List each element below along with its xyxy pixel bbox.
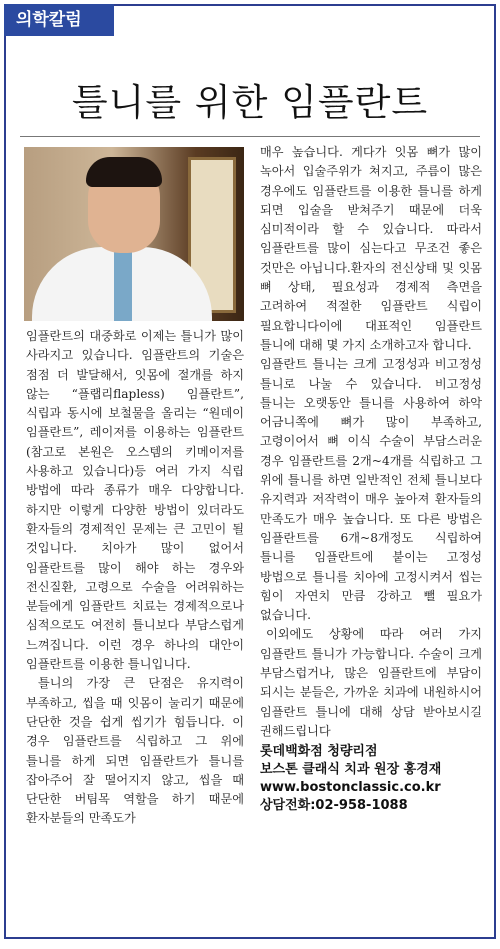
signature-website: www.bostonclassic.co.kr xyxy=(260,780,441,796)
body-paragraph: 임플란트의 대중화로 이제는 틀니가 많이 사라지고 있습니다. 임플란트의 기술은 점점 더 발달해서, 잇몸에 절개를 하지 않는 “플랩리flapless) 임플란트”, 식립과 동시에 보철물을 올리는 “원데이 임플란트”, 레이저를 이용하는 임플란트(참고로 본원은 오스템의 키메이저를 사용하고 있습니다)등 여러 가지 식립 방법에 따라 종류가 매우 다양합니다. 하지만 이렇게 다양한 방법이 있더라도 환자들의 경제적인 문제는 큰 고민이 될 것입니다. 치아가 많이 없어서 임플란트를 많이 해야 하는 경우와 전신질환, 고령으로 수술을 어려워하는 분들에게 임플란트 치료는 경제적으로나 심적으로도 여전히 틀니보다 부담스럽게 느껴집니다. 이런 경우 하나의 대안이 임플란트를 이용한 틀니입니다. xyxy=(26,329,244,672)
body-paragraph: 임플란트 틀니는 크게 고정성과 비고정성 틀니로 나눌 수 있습니다. 비고정성 틀니는 오랫동안 틀니를 사용하여 하악 어금니쪽에 뼈가 많이 부족하고, 고령이어서 뼈 이식 수술이 부담스러운 경우 임플란트를 2개~4개를 식립하고 그 위에 틀니를 하면 일반적인 전체 틀니보다 유지력과 저작력이 매우 높아져 환자들의 만족도가 매우 높습니다. 또 다른 방법은 임플란트를 6개~8개정도 식립하여 틀니를 임플란트에 붙이는 고정성 방법으로 틀니를 치아에 고정시켜서 씹는 힘이 자연치 만큼 강하고 뺄 필요가 없습니다. xyxy=(260,357,482,623)
photo-tie-shape xyxy=(114,251,132,321)
article-title: 틀니를 위한 임플란트 xyxy=(71,81,429,124)
body-paragraph: 매우 높습니다. 게다가 잇몸 뼈가 많이 녹아서 입술주위가 쳐지고, 주름이 많은 경우에도 임플란트를 이용한 틀니를 하게 되면 입술을 받쳐주기 때문에 더욱 심미적이라 할 수 있습니다. 따라서 임플란트를 많이 심는다고 무조건 좋은 것만은 아닙니다.환자의 전신상태 및 잇몸 뼈 상태, 필요성과 경제적 측면을 고려하여 적절한 임플란트 식립이 필요합니다이에 대표적인 임플란트 틀니에 대해 몇 가지 소개하고자 합니다. xyxy=(260,145,482,352)
article-page xyxy=(4,4,496,939)
category-tag: 의학칼럼 xyxy=(4,4,114,36)
author-signature xyxy=(260,743,482,815)
left-column xyxy=(26,327,244,829)
signature-doctor: 보스톤 클래식 치과 원장 홍경재 xyxy=(260,762,442,778)
body-paragraph: 이외에도 상황에 따라 여러 가지 임플란트 틀니가 가능합니다. 수술이 크게 부담스럽거나, 많은 임플란트에 부담이 되시는 분들은, 가까운 치과에 내원하시어 임플란트 틀니에 대해 상담 받아보시길 권해드립니다 xyxy=(260,627,482,738)
signature-phone: 상담전화:02-958-1088 xyxy=(260,798,408,814)
title-divider xyxy=(20,136,480,137)
right-column xyxy=(260,143,482,815)
photo-hair-shape xyxy=(86,157,162,187)
signature-clinic-branch: 롯데백화점 청량리점 xyxy=(260,744,378,760)
body-paragraph: 틀니의 가장 큰 단점은 유지력이 부족하고, 씹을 때 잇몸이 눌리기 때문에 단단한 것을 쉽게 씹기가 힘듭니다. 이 경우 임플란트를 식립하고 그 위에 틀니를 하게 되면 임플란트가 틀니를 잡아주어 잘 떨어지지 않고, 씹을 때 단단한 버팀목 역할을 하기 때문에 환자분들의 만족도가 xyxy=(26,676,244,826)
author-photo xyxy=(24,147,244,321)
